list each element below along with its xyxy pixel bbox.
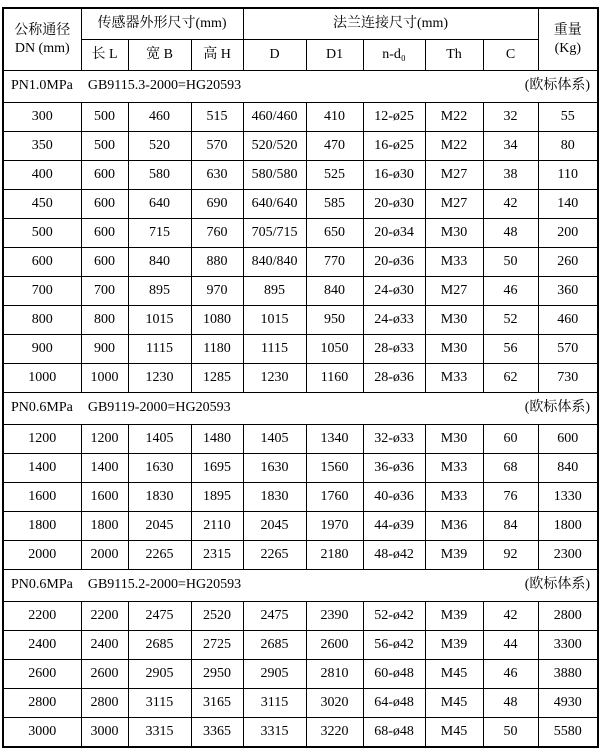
cell: 2685 xyxy=(243,631,306,660)
cell: 56-ø42 xyxy=(363,631,425,660)
cell: 34 xyxy=(483,132,538,161)
cell: 1895 xyxy=(191,483,243,512)
cell: 2950 xyxy=(191,660,243,689)
cell: 520 xyxy=(128,132,191,161)
cell: M45 xyxy=(425,718,483,748)
cell: 62 xyxy=(483,364,538,393)
cell: M36 xyxy=(425,512,483,541)
cell: 950 xyxy=(306,306,363,335)
cell: 705/715 xyxy=(243,219,306,248)
column-header-length: 长 L xyxy=(81,40,128,71)
cell: 730 xyxy=(538,364,598,393)
cell: 1230 xyxy=(128,364,191,393)
section-note: (欧标体系) xyxy=(524,577,591,593)
section-pressure-rating: PN1.0MPa xyxy=(11,78,73,94)
cell: 600 xyxy=(81,161,128,190)
column-header-weight xyxy=(538,8,598,71)
cell: M22 xyxy=(425,103,483,132)
cell: 2315 xyxy=(191,541,243,570)
weight-label-unit: (Kg) xyxy=(554,40,582,56)
cell: 5580 xyxy=(538,718,598,748)
cell: 600 xyxy=(538,425,598,454)
cell: 500 xyxy=(81,103,128,132)
section-header-row xyxy=(3,570,598,602)
table-row xyxy=(3,335,598,364)
cell: 48 xyxy=(483,689,538,718)
cell: 2390 xyxy=(306,602,363,631)
column-header-n-d0: n-d₀ xyxy=(363,40,425,71)
cell: 1230 xyxy=(243,364,306,393)
cell: 1830 xyxy=(128,483,191,512)
cell: M33 xyxy=(425,248,483,277)
cell: 1200 xyxy=(81,425,128,454)
table-header xyxy=(3,8,598,71)
section-header-cell xyxy=(3,570,598,602)
cell: 2600 xyxy=(306,631,363,660)
dn-label-cn: 公称通径 xyxy=(14,23,71,38)
cell: 2810 xyxy=(306,660,363,689)
cell: 580 xyxy=(128,161,191,190)
cell: 690 xyxy=(191,190,243,219)
section-pressure-rating: PN0.6MPa xyxy=(11,577,73,593)
cell: M30 xyxy=(425,306,483,335)
cell: 1695 xyxy=(191,454,243,483)
cell: 840 xyxy=(306,277,363,306)
table-row xyxy=(3,689,598,718)
cell: 1800 xyxy=(3,512,81,541)
cell: 1000 xyxy=(3,364,81,393)
cell: 525 xyxy=(306,161,363,190)
cell: 470 xyxy=(306,132,363,161)
cell: 570 xyxy=(191,132,243,161)
cell: 110 xyxy=(538,161,598,190)
column-header-width: 宽 B xyxy=(128,40,191,71)
dn-label-en: DN (mm) xyxy=(14,40,70,56)
section-note: (欧标体系) xyxy=(524,400,591,416)
cell: 400 xyxy=(3,161,81,190)
cell: 3220 xyxy=(306,718,363,748)
cell: 1830 xyxy=(243,483,306,512)
cell: 600 xyxy=(81,248,128,277)
cell: 1480 xyxy=(191,425,243,454)
cell: 4930 xyxy=(538,689,598,718)
cell: M33 xyxy=(425,483,483,512)
cell: 1285 xyxy=(191,364,243,393)
cell: 92 xyxy=(483,541,538,570)
cell: 2685 xyxy=(128,631,191,660)
cell: 1160 xyxy=(306,364,363,393)
section-header-cell xyxy=(3,393,598,425)
weight-label-cn: 重量 xyxy=(553,23,582,38)
cell: 2265 xyxy=(243,541,306,570)
cell: 2800 xyxy=(3,689,81,718)
column-group-flange-dimensions: 法兰连接尺寸(mm) xyxy=(243,8,538,40)
cell: 800 xyxy=(3,306,81,335)
cell: 3880 xyxy=(538,660,598,689)
cell: M39 xyxy=(425,631,483,660)
cell: 64-ø48 xyxy=(363,689,425,718)
cell: 580/580 xyxy=(243,161,306,190)
cell: 1015 xyxy=(128,306,191,335)
table-row xyxy=(3,364,598,393)
cell: 1000 xyxy=(81,364,128,393)
cell: 700 xyxy=(81,277,128,306)
cell: 32 xyxy=(483,103,538,132)
cell: 1800 xyxy=(81,512,128,541)
cell: 1330 xyxy=(538,483,598,512)
column-group-sensor-dimensions: 传感器外形尺寸(mm) xyxy=(81,8,243,40)
cell: 28-ø33 xyxy=(363,335,425,364)
cell: 3365 xyxy=(191,718,243,748)
cell: 3300 xyxy=(538,631,598,660)
cell: 52-ø42 xyxy=(363,602,425,631)
cell: 895 xyxy=(128,277,191,306)
cell: 60-ø48 xyxy=(363,660,425,689)
table-row xyxy=(3,306,598,335)
cell: 38 xyxy=(483,161,538,190)
cell: 40-ø36 xyxy=(363,483,425,512)
cell: 28-ø36 xyxy=(363,364,425,393)
cell: 880 xyxy=(191,248,243,277)
cell: 1080 xyxy=(191,306,243,335)
cell: 50 xyxy=(483,718,538,748)
cell: 44 xyxy=(483,631,538,660)
cell: 1560 xyxy=(306,454,363,483)
cell: 2905 xyxy=(128,660,191,689)
cell: 360 xyxy=(538,277,598,306)
cell: 16-ø25 xyxy=(363,132,425,161)
table-row xyxy=(3,541,598,570)
cell: 52 xyxy=(483,306,538,335)
cell: 1115 xyxy=(128,335,191,364)
cell: 1600 xyxy=(81,483,128,512)
section-header-cell xyxy=(3,71,598,103)
cell: 640 xyxy=(128,190,191,219)
cell: 460 xyxy=(128,103,191,132)
cell: 1200 xyxy=(3,425,81,454)
cell: 840 xyxy=(538,454,598,483)
cell: 460 xyxy=(538,306,598,335)
cell: 20-ø34 xyxy=(363,219,425,248)
cell: 2110 xyxy=(191,512,243,541)
cell: 3000 xyxy=(3,718,81,748)
cell: 1180 xyxy=(191,335,243,364)
cell: M27 xyxy=(425,277,483,306)
cell: 2800 xyxy=(538,602,598,631)
cell: 24-ø30 xyxy=(363,277,425,306)
cell: M39 xyxy=(425,541,483,570)
column-header-th: Th xyxy=(425,40,483,71)
table-row xyxy=(3,103,598,132)
cell: M22 xyxy=(425,132,483,161)
cell: 2725 xyxy=(191,631,243,660)
cell: 1405 xyxy=(128,425,191,454)
cell: 1400 xyxy=(81,454,128,483)
cell: M33 xyxy=(425,364,483,393)
cell: M39 xyxy=(425,602,483,631)
section-header-row xyxy=(3,393,598,425)
cell: 200 xyxy=(538,219,598,248)
cell: 1340 xyxy=(306,425,363,454)
table-row xyxy=(3,631,598,660)
cell: 1015 xyxy=(243,306,306,335)
cell: 20-ø30 xyxy=(363,190,425,219)
cell: 3020 xyxy=(306,689,363,718)
cell: 260 xyxy=(538,248,598,277)
cell: 1115 xyxy=(243,335,306,364)
cell: 2200 xyxy=(81,602,128,631)
cell: 68-ø48 xyxy=(363,718,425,748)
table-row xyxy=(3,660,598,689)
cell: 84 xyxy=(483,512,538,541)
cell: 350 xyxy=(3,132,81,161)
cell: 36-ø36 xyxy=(363,454,425,483)
cell: 2800 xyxy=(81,689,128,718)
cell: 500 xyxy=(81,132,128,161)
cell: 32-ø33 xyxy=(363,425,425,454)
cell: 895 xyxy=(243,277,306,306)
cell: 2045 xyxy=(243,512,306,541)
table-row xyxy=(3,277,598,306)
cell: 600 xyxy=(81,219,128,248)
cell: 640/640 xyxy=(243,190,306,219)
cell: 3115 xyxy=(128,689,191,718)
cell: 76 xyxy=(483,483,538,512)
cell: M30 xyxy=(425,219,483,248)
cell: 570 xyxy=(538,335,598,364)
cell: 56 xyxy=(483,335,538,364)
cell: 1050 xyxy=(306,335,363,364)
cell: 770 xyxy=(306,248,363,277)
section-standard-code: GB9115.2-2000=HG20593 xyxy=(87,577,242,593)
cell: 2475 xyxy=(128,602,191,631)
cell: 2400 xyxy=(81,631,128,660)
cell: 2200 xyxy=(3,602,81,631)
cell: 1405 xyxy=(243,425,306,454)
cell: 42 xyxy=(483,190,538,219)
cell: 600 xyxy=(3,248,81,277)
column-header-height: 高 H xyxy=(191,40,243,71)
cell: 48 xyxy=(483,219,538,248)
cell: 55 xyxy=(538,103,598,132)
cell: M27 xyxy=(425,190,483,219)
cell: 600 xyxy=(81,190,128,219)
cell: 900 xyxy=(81,335,128,364)
cell: M30 xyxy=(425,335,483,364)
cell: 2045 xyxy=(128,512,191,541)
cell: 500 xyxy=(3,219,81,248)
cell: 1630 xyxy=(128,454,191,483)
cell: 1800 xyxy=(538,512,598,541)
table-row xyxy=(3,161,598,190)
cell: 1760 xyxy=(306,483,363,512)
table-row xyxy=(3,132,598,161)
cell: 2265 xyxy=(128,541,191,570)
column-header-d: D xyxy=(243,40,306,71)
cell: 840/840 xyxy=(243,248,306,277)
section-header-row xyxy=(3,71,598,103)
cell: 1970 xyxy=(306,512,363,541)
cell: 3165 xyxy=(191,689,243,718)
table-row xyxy=(3,190,598,219)
cell: 48-ø42 xyxy=(363,541,425,570)
cell: 585 xyxy=(306,190,363,219)
cell: 300 xyxy=(3,103,81,132)
cell: 2475 xyxy=(243,602,306,631)
header-row-subcolumns xyxy=(3,40,598,71)
section-pressure-rating: PN0.6MPa xyxy=(11,400,73,416)
cell: 1400 xyxy=(3,454,81,483)
cell: 2905 xyxy=(243,660,306,689)
cell: 42 xyxy=(483,602,538,631)
cell: M45 xyxy=(425,660,483,689)
cell: 16-ø30 xyxy=(363,161,425,190)
cell: 1600 xyxy=(3,483,81,512)
cell: 2600 xyxy=(3,660,81,689)
cell: M45 xyxy=(425,689,483,718)
table-row xyxy=(3,425,598,454)
cell: M30 xyxy=(425,425,483,454)
cell: 80 xyxy=(538,132,598,161)
table-row xyxy=(3,219,598,248)
cell: 44-ø39 xyxy=(363,512,425,541)
table-row xyxy=(3,454,598,483)
column-header-d1: D1 xyxy=(306,40,363,71)
table-row xyxy=(3,483,598,512)
cell: 900 xyxy=(3,335,81,364)
table-row xyxy=(3,248,598,277)
cell: 12-ø25 xyxy=(363,103,425,132)
section-standard-code: GB9115.3-2000=HG20593 xyxy=(87,78,242,94)
table-row xyxy=(3,512,598,541)
cell: 410 xyxy=(306,103,363,132)
cell: 515 xyxy=(191,103,243,132)
table-row xyxy=(3,718,598,748)
cell: 46 xyxy=(483,660,538,689)
section-standard-code: GB9119-2000=HG20593 xyxy=(87,400,231,416)
cell: 140 xyxy=(538,190,598,219)
flange-dimension-table xyxy=(2,7,599,748)
cell: 760 xyxy=(191,219,243,248)
cell: 24-ø33 xyxy=(363,306,425,335)
cell: 2520 xyxy=(191,602,243,631)
cell: 3315 xyxy=(243,718,306,748)
table-body xyxy=(3,71,598,748)
cell: 3000 xyxy=(81,718,128,748)
cell: 630 xyxy=(191,161,243,190)
cell: 20-ø36 xyxy=(363,248,425,277)
cell: 3115 xyxy=(243,689,306,718)
section-note: (欧标体系) xyxy=(524,78,591,94)
cell: 460/460 xyxy=(243,103,306,132)
cell: 46 xyxy=(483,277,538,306)
cell: 700 xyxy=(3,277,81,306)
column-header-c: C xyxy=(483,40,538,71)
cell: 60 xyxy=(483,425,538,454)
cell: 2600 xyxy=(81,660,128,689)
cell: 970 xyxy=(191,277,243,306)
cell: 2000 xyxy=(81,541,128,570)
cell: 800 xyxy=(81,306,128,335)
cell: 1630 xyxy=(243,454,306,483)
cell: 2000 xyxy=(3,541,81,570)
cell: 2400 xyxy=(3,631,81,660)
table-row xyxy=(3,602,598,631)
cell: 450 xyxy=(3,190,81,219)
cell: 68 xyxy=(483,454,538,483)
cell: 715 xyxy=(128,219,191,248)
cell: 50 xyxy=(483,248,538,277)
cell: 840 xyxy=(128,248,191,277)
cell: 2300 xyxy=(538,541,598,570)
cell: M27 xyxy=(425,161,483,190)
cell: 650 xyxy=(306,219,363,248)
cell: 3315 xyxy=(128,718,191,748)
cell: M33 xyxy=(425,454,483,483)
cell: 520/520 xyxy=(243,132,306,161)
cell: 2180 xyxy=(306,541,363,570)
column-header-dn xyxy=(3,8,81,71)
header-row-groups xyxy=(3,8,598,40)
